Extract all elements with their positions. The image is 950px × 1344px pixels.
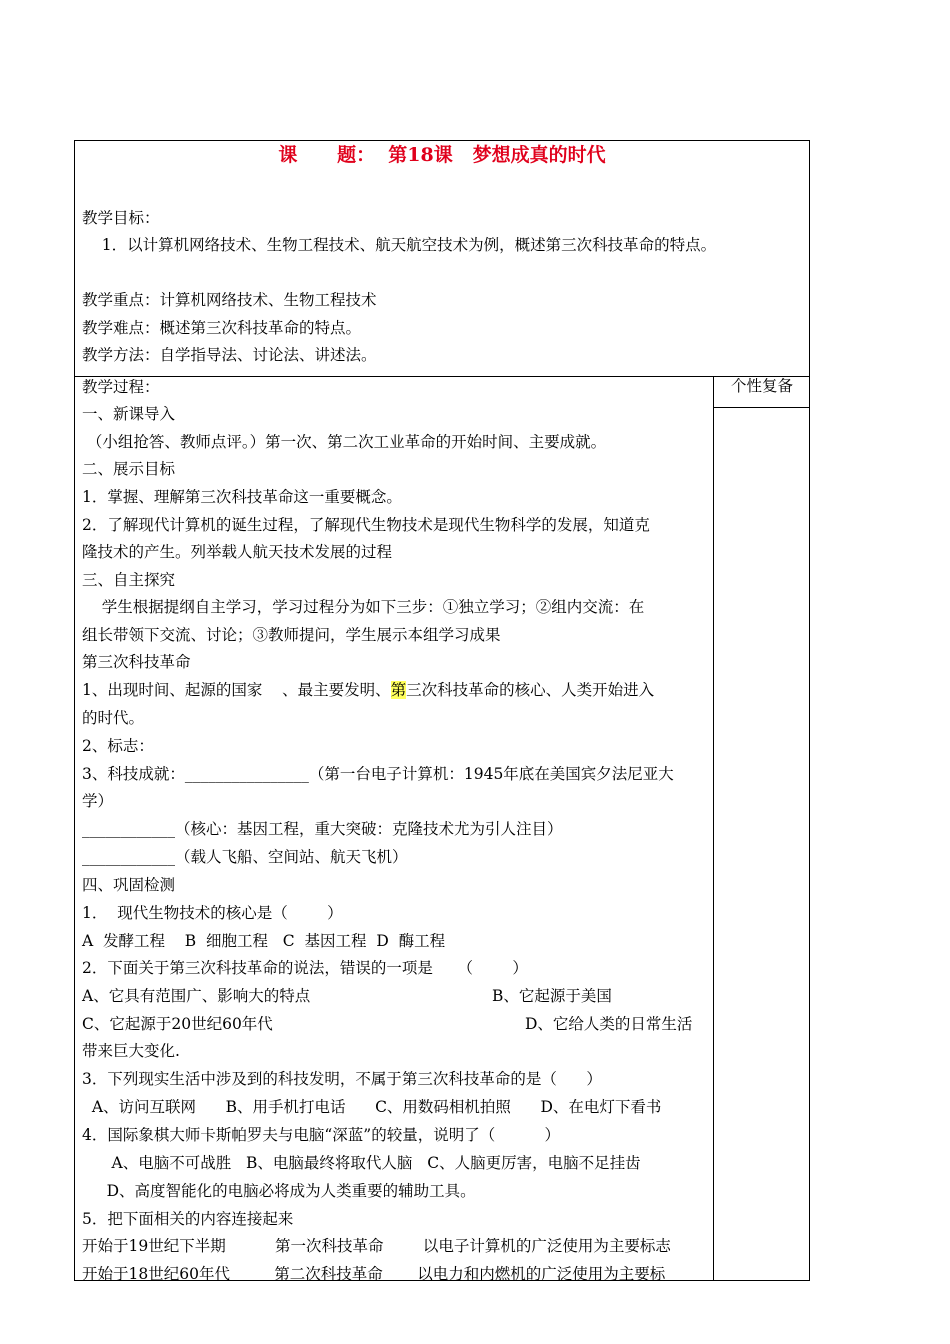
question-3-line2: 学） [82, 792, 114, 810]
test-1-question: 1． 现代生物技术的核心是（ ） [82, 904, 343, 922]
table-row-divider [74, 376, 810, 377]
test-4-question: 4．国际象棋大师卡斯帕罗夫与电脑“深蓝”的较量，说明了（ ） [82, 1126, 560, 1144]
question-1-text-a: 1、出现时间、起源的国家 、最主要发明、 [82, 681, 391, 699]
side-column-divider [713, 376, 714, 1281]
side-column-label: 个性复备 [730, 377, 793, 395]
section-intro-text: （小组抢答、教师点评。）第一次、第二次工业革命的开始时间、主要成就。 [82, 433, 607, 451]
test-3-question: 3．下列现实生活中涉及到的科技发明，不属于第三次科技革命的是（ ） [82, 1070, 602, 1088]
objective-item-1: 1．以计算机网络技术、生物工程技术、航天航空技术为例，概述第三次科技革命的特点。 [82, 236, 717, 254]
question-3-line1: 3、科技成就：________________（第一台电子计算机：1945年底在美国宾夕法尼亚大 [82, 765, 674, 783]
topic-heading: 第三次科技革命 [82, 653, 191, 671]
goal-item-1: 1．掌握、理解第三次科技革命这一重要概念。 [82, 488, 402, 506]
key-point: 教学重点：计算机网络技术、生物工程技术 [82, 291, 377, 309]
goal-item-2-line2: 隆技术的产生。列举载人航天技术发展的过程 [82, 543, 393, 561]
lesson-title: 课 题： 第18课 梦想成真的时代 [278, 144, 606, 166]
test-2-option-d-cont: 带来巨大变化. [82, 1042, 180, 1060]
test-3-options: A、访问互联网 B、用手机打电话 C、用数码相机拍照 D、在电灯下看书 [82, 1098, 662, 1116]
explore-text-line2: 组长带领下交流、讨论；③教师提问，学生展示本组学习成果 [82, 626, 501, 644]
highlighted-char: 第 [390, 681, 407, 699]
test-1-options: A 发酵工程 B 细胞工程 C 基因工程 D 酶工程 [82, 932, 446, 950]
test-2-option-c: C、它起源于20世纪60年代 [82, 1015, 273, 1033]
section-goals-title: 二、展示目标 [82, 460, 176, 478]
test-2-option-a: A、它具有范围广、影响大的特点 [82, 987, 311, 1005]
question-1-text-b: 三次科技革命的核心、人类开始进入 [406, 681, 655, 699]
question-3-bio: ____________（核心：基因工程，重大突破：克隆技术尤为引人注目） [82, 820, 563, 838]
objectives-heading: 教学目标： [82, 209, 160, 227]
test-5-row-1: 开始于19世纪下半期 第一次科技革命 以电子计算机的广泛使用为主要标志 [82, 1237, 671, 1255]
question-1-line1 [82, 680, 654, 700]
test-2-question: 2．下面关于第三次科技革命的说法，错误的一项是 （ ） [82, 959, 528, 977]
test-2-option-b: B、它起源于美国 [492, 987, 612, 1005]
difficulty: 教学难点：概述第三次科技革命的特点。 [82, 319, 362, 337]
test-5-question: 5．把下面相关的内容连接起来 [82, 1210, 294, 1228]
question-1-line2: 的时代。 [82, 709, 145, 727]
goal-item-2-line1: 2．了解现代计算机的诞生过程，了解现代生物技术是现代生物科学的发展，知道克 [82, 516, 650, 534]
explore-text-line1: 学生根据提纲自主学习，学习过程分为如下三步：①独立学习；②组内交流：在 [82, 598, 645, 616]
test-2-option-d: D、它给人类的日常生活 [525, 1015, 693, 1033]
test-4-options-line1: A、电脑不可战胜 B、电脑最终将取代人脑 C、人脑更厉害，电脑不足挂齿 [82, 1154, 641, 1172]
question-2: 2、标志： [82, 737, 154, 755]
test-4-options-line2: D、高度智能化的电脑必将成为人类重要的辅助工具。 [82, 1182, 476, 1200]
process-heading: 教学过程： [82, 378, 160, 396]
side-header-divider [713, 407, 810, 408]
section-test-title: 四、巩固检测 [82, 876, 176, 894]
section-intro-title: 一、新课导入 [82, 405, 176, 423]
methods: 教学方法：自学指导法、讨论法、讲述法。 [82, 346, 377, 364]
question-3-space: ____________（载人飞船、空间站、航天飞机） [82, 848, 408, 866]
section-explore-title: 三、自主探究 [82, 571, 176, 589]
test-5-row-2: 开始于18世纪60年代 第二次科技革命 以电力和内燃机的广泛使用为主要标 [82, 1265, 666, 1283]
